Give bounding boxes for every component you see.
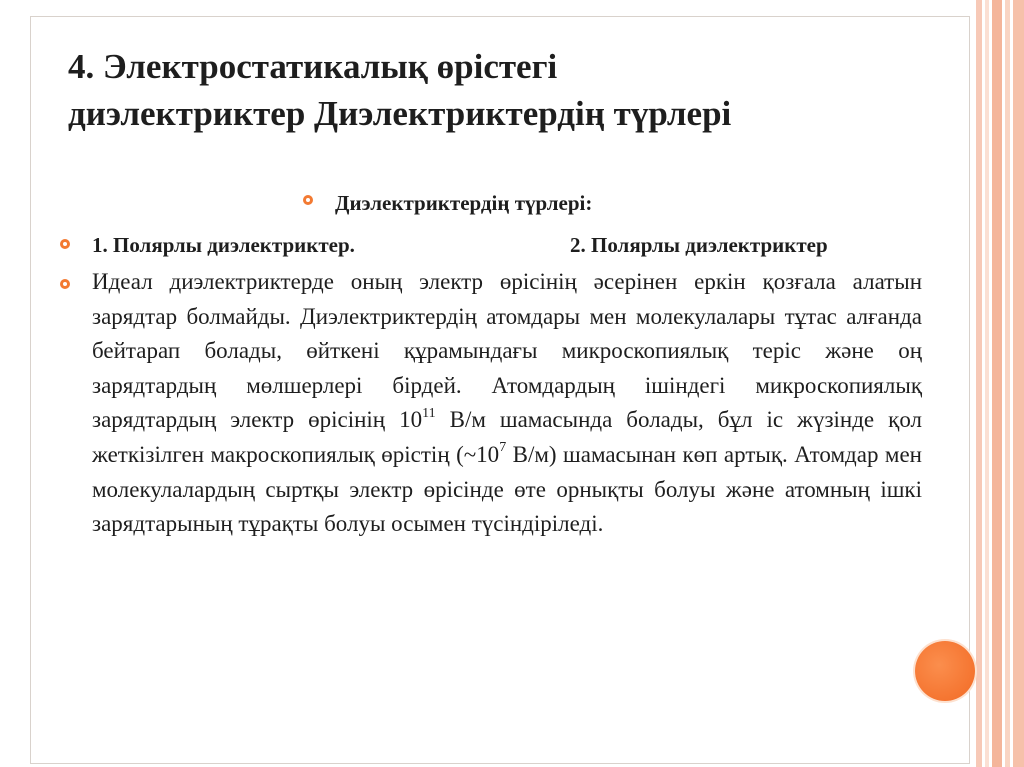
slide-title-line-1: 4. Электростатикалық өрістегі	[68, 47, 558, 86]
types-item	[60, 225, 930, 265]
slide-content	[60, 183, 930, 542]
stripe	[1005, 0, 1010, 767]
paragraph-text-3: В/м) шамасынан көп артық. Атомдар мен молекулалардың сыртқы электр өрісінде өте орнықты болуы және атомның ішкі зарядтарының тұрақты болуы осымен түсіндіріледі.	[92, 441, 922, 537]
exponent-7: 7	[499, 440, 507, 456]
description-paragraph	[92, 265, 922, 542]
bullet-ring-icon	[60, 279, 70, 289]
stripe	[992, 0, 1002, 767]
stripe	[976, 0, 982, 767]
description-item	[60, 265, 930, 542]
decorative-stripes	[976, 0, 1024, 767]
stripe	[985, 0, 989, 767]
slide-title-line-2: диэлектриктер Диэлектриктердің түрлері	[68, 94, 732, 133]
decorative-circle	[915, 641, 975, 701]
exponent-11: 11	[422, 405, 436, 421]
paragraph-text-2: В/м шамасында болады, бұл іс жүзінде қол жеткізілген макроскопиялық өрістің (~10	[92, 407, 922, 467]
subheading: Диэлектриктердің түрлері:	[335, 191, 593, 215]
bullet-ring-icon	[303, 195, 313, 205]
subheading-item	[303, 183, 930, 223]
stripe	[1013, 0, 1024, 767]
bullet-ring-icon	[60, 239, 70, 249]
paragraph-text-1: Идеал диэлектриктерде оның электр өрісінің әсерінен еркін қозғала алатын зарядтар болмайды. Диэлектриктердің атомдары мен молекулалары тұтас алғанда бейтарап болады, өйткені құрамындағы микроскопиялық теріс және оң зарядтардың мөлшерлері бірдей. Атомдардың ішіндегі микроскопиялық зарядтардың электр өрісінің 10	[92, 269, 922, 433]
type-polar-second: 2. Полярлы диэлектриктер	[570, 233, 828, 257]
type-polar-first: 1. Полярлы диэлектриктер.	[92, 233, 355, 257]
slide-title	[68, 43, 888, 137]
